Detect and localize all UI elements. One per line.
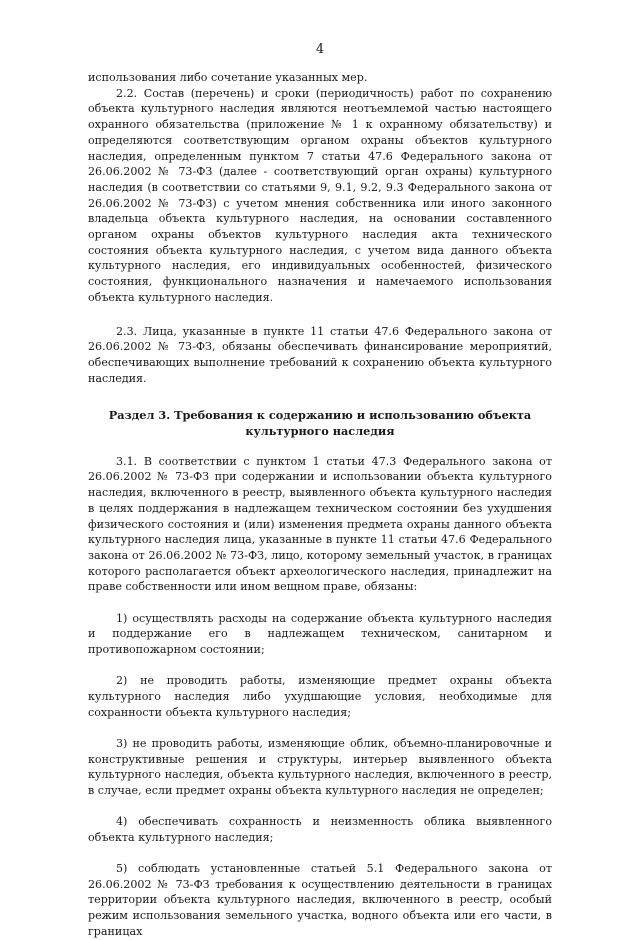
- paragraph-3-1: 3.1. В соответствии с пунктом 1 статьи 47.3 Федерального закона от 26.06.2002 № 73-ФЗ при содержании и использовании объекта культурного наследия, включенного в реестр, выявленного объекта культурного наследия в целях поддержания в надлежащем техническом состоянии без ухудшения физического состояния и (или) изменения предмета охраны данного объекта культурного наследия лица, указанные в пункте 11 статьи 47.6 Федерального закона от 26.06.2002 № 73-ФЗ, лицо, которому земельный участок, в границах которого располагается объект археологического наследия, принадлежит на праве собственности или ином вещном праве, обязаны:: [88, 454, 552, 594]
- list-item-2: 2) не проводить работы, изменяющие предмет охраны объекта культурного наследия либо ухудшающие условия, необходимые для сохранности объекта культурного наследия;: [88, 674, 552, 719]
- page-number: 4: [315, 42, 325, 57]
- paragraph-2-3: 2.3. Лица, указанные в пункте 11 статьи 47.6 Федерального закона от 26.06.2002 № 73-ФЗ, обязаны обеспечивать финансирование мероприятий, обеспечивающих выполнение требований к сохранению объекта культурного наследия.: [88, 324, 552, 385]
- list-item-3: 3) не проводить работы, изменяющие облик, объемно-планировочные и конструктивные решения и структуры, интерьер выявленного объекта культурного наследия, объекта культурного наследия, включенного в реестр, в случае, если предмет охраны объекта культурного наследия не определен;: [88, 736, 552, 797]
- document-body: [88, 70, 552, 940]
- list-item-5: 5) соблюдать установленные статьей 5.1 Федерального закона от 26.06.2002 № 73-ФЗ требования к осуществлению деятельности в границах территории объекта культурного наследия, включенного в реестр, особый режим использования земельного участка, водного объекта или его части, в границах: [88, 862, 552, 938]
- list-item-4: 4) обеспечивать сохранность и неизменность облика выявленного объекта культурного наследия;: [88, 815, 552, 844]
- section-3-heading: Раздел 3. Требования к содержанию и использованию объекта культурного наследия: [108, 408, 532, 439]
- list-item-1: 1) осуществлять расходы на содержание объекта культурного наследия и поддержание его в надлежащем техническом, санитарном и противопожарном состоянии;: [88, 611, 552, 656]
- paragraph-2-2: 2.2. Состав (перечень) и сроки (периодичность) работ по сохранению объекта культурного наследия являются неотъемлемой частью настоящего охранного обязательства (приложение № 1 к охранному обязательству) и определяются соответствующим органом охраны объектов культурного наследия, определенным пунктом 7 статьи 47.6 Федерального закона от 26.06.2002 № 73-ФЗ (далее - соответствующий орган охраны) культурного наследия (в соответствии со статьями 9, 9.1, 9.2, 9.3 Федерального закона от 26.06.2002 № 73-ФЗ) с учетом мнения собственника или иного законного владельца объекта культурного наследия, на основании составленного органом охраны объектов культурного наследия акта технического состояния объекта культурного наследия, с учетом вида данного объекта культурного наследия, его индивидуальных особенностей, физического состояния, функционального назначения и намечаемого использования объекта культурного наследия.: [88, 86, 552, 304]
- paragraph-continuation: использования либо сочетание указанных мер.: [88, 71, 368, 84]
